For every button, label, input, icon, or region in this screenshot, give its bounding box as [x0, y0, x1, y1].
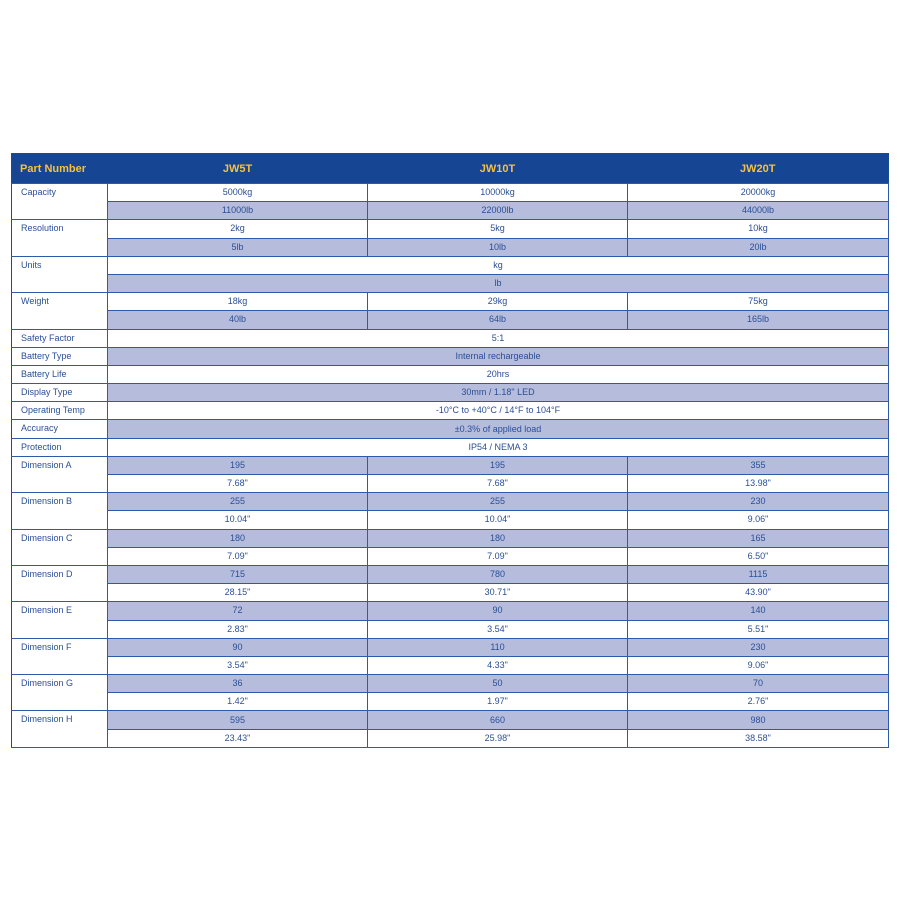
spec-value-dimension-e-model-3: 5.51": [628, 620, 889, 638]
spec-row-dimension-b-line-1: [12, 493, 889, 511]
spec-value-dimension-d-model-2: 780: [368, 565, 628, 583]
spec-value-battery-life: 20hrs: [108, 365, 889, 383]
spec-table: [11, 153, 889, 748]
spec-value-dimension-d-model-1: 28.15": [108, 584, 368, 602]
spec-row-dimension-g-line-2: [12, 693, 889, 711]
spec-label-resolution: Resolution: [12, 220, 108, 256]
spec-row-dimension-f-line-2: [12, 656, 889, 674]
header-row: [12, 154, 889, 184]
spec-value-weight-model-1: 40lb: [108, 311, 368, 329]
spec-label-battery-life: Battery Life: [12, 365, 108, 383]
spec-value-capacity-model-1: 5000kg: [108, 184, 368, 202]
spec-row-capacity-line-1: [12, 184, 889, 202]
spec-value-dimension-d-model-2: 30.71": [368, 584, 628, 602]
spec-value-dimension-b-model-1: 255: [108, 493, 368, 511]
spec-value-dimension-e-model-3: 140: [628, 602, 889, 620]
spec-label-dimension-a: Dimension A: [12, 456, 108, 492]
spec-value-dimension-d-model-3: 1115: [628, 565, 889, 583]
spec-label-battery-type: Battery Type: [12, 347, 108, 365]
spec-value-dimension-h-model-2: 25.98": [368, 729, 628, 747]
spec-value-dimension-d-model-3: 43.90": [628, 584, 889, 602]
spec-row-dimension-a-line-2: [12, 475, 889, 493]
spec-value-accuracy: ±0.3% of applied load: [108, 420, 889, 438]
spec-value-dimension-h-model-1: 595: [108, 711, 368, 729]
spec-value-operating-temp: -10°C to +40°C / 14°F to 104°F: [108, 402, 889, 420]
model-header-jw5t: JW5T: [108, 154, 368, 184]
spec-value-display-type: 30mm / 1.18" LED: [108, 384, 889, 402]
spec-value-dimension-b-model-3: 230: [628, 493, 889, 511]
spec-row-dimension-g-line-1: [12, 675, 889, 693]
spec-value-dimension-h-model-2: 660: [368, 711, 628, 729]
spec-value-weight-model-3: 165lb: [628, 311, 889, 329]
spec-value-dimension-h-model-1: 23.43": [108, 729, 368, 747]
spec-value-dimension-f-model-1: 3.54": [108, 656, 368, 674]
spec-value-dimension-b-model-2: 255: [368, 493, 628, 511]
spec-label-dimension-f: Dimension F: [12, 638, 108, 674]
spec-value-dimension-c-model-2: 7.09": [368, 547, 628, 565]
spec-label-dimension-e: Dimension E: [12, 602, 108, 638]
spec-value-dimension-a-model-2: 7.68": [368, 475, 628, 493]
spec-value-dimension-c-model-3: 165: [628, 529, 889, 547]
spec-row-display-type: [12, 384, 889, 402]
spec-row-dimension-e-line-2: [12, 620, 889, 638]
spec-value-dimension-f-model-1: 90: [108, 638, 368, 656]
spec-value-dimension-f-model-2: 4.33": [368, 656, 628, 674]
spec-label-capacity: Capacity: [12, 184, 108, 220]
model-header-jw20t: JW20T: [628, 154, 889, 184]
spec-value-battery-type: Internal rechargeable: [108, 347, 889, 365]
spec-value-dimension-a-model-3: 13.98": [628, 475, 889, 493]
spec-value-dimension-a-model-2: 195: [368, 456, 628, 474]
spec-value-dimension-f-model-2: 110: [368, 638, 628, 656]
spec-value-safety-factor: 5:1: [108, 329, 889, 347]
spec-value-resolution-model-2: 5kg: [368, 220, 628, 238]
spec-value-units: lb: [108, 274, 889, 292]
spec-row-accuracy: [12, 420, 889, 438]
spec-row-dimension-d-line-2: [12, 584, 889, 602]
spec-label-dimension-g: Dimension G: [12, 675, 108, 711]
spec-value-dimension-h-model-3: 980: [628, 711, 889, 729]
spec-value-dimension-b-model-1: 10.04": [108, 511, 368, 529]
spec-value-dimension-f-model-3: 9.06": [628, 656, 889, 674]
spec-value-capacity-model-2: 22000lb: [368, 202, 628, 220]
model-header-jw10t: JW10T: [368, 154, 628, 184]
spec-value-weight-model-2: 29kg: [368, 293, 628, 311]
spec-row-dimension-e-line-1: [12, 602, 889, 620]
spec-row-dimension-c-line-1: [12, 529, 889, 547]
spec-value-dimension-g-model-3: 2.76": [628, 693, 889, 711]
spec-value-capacity-model-2: 10000kg: [368, 184, 628, 202]
spec-value-dimension-h-model-3: 38.58": [628, 729, 889, 747]
spec-value-capacity-model-3: 44000lb: [628, 202, 889, 220]
spec-label-dimension-c: Dimension C: [12, 529, 108, 565]
spec-value-dimension-d-model-1: 715: [108, 565, 368, 583]
spec-value-dimension-c-model-2: 180: [368, 529, 628, 547]
spec-value-dimension-c-model-1: 7.09": [108, 547, 368, 565]
spec-value-dimension-g-model-1: 1.42": [108, 693, 368, 711]
spec-label-dimension-b: Dimension B: [12, 493, 108, 529]
spec-row-dimension-h-line-2: [12, 729, 889, 747]
spec-value-capacity-model-1: 11000lb: [108, 202, 368, 220]
part-number-header: Part Number: [12, 154, 108, 184]
spec-label-protection: Protection: [12, 438, 108, 456]
spec-value-resolution-model-1: 5lb: [108, 238, 368, 256]
spec-value-dimension-g-model-3: 70: [628, 675, 889, 693]
spec-value-dimension-e-model-1: 72: [108, 602, 368, 620]
spec-value-resolution-model-1: 2kg: [108, 220, 368, 238]
spec-value-dimension-a-model-3: 355: [628, 456, 889, 474]
spec-row-dimension-d-line-1: [12, 565, 889, 583]
spec-value-dimension-b-model-2: 10.04": [368, 511, 628, 529]
spec-row-capacity-line-2: [12, 202, 889, 220]
spec-row-units-line-2: [12, 274, 889, 292]
spec-value-dimension-e-model-1: 2.83": [108, 620, 368, 638]
spec-value-resolution-model-3: 20lb: [628, 238, 889, 256]
spec-row-resolution-line-2: [12, 238, 889, 256]
spec-label-operating-temp: Operating Temp: [12, 402, 108, 420]
spec-value-dimension-g-model-2: 50: [368, 675, 628, 693]
spec-row-units-line-1: [12, 256, 889, 274]
spec-value-capacity-model-3: 20000kg: [628, 184, 889, 202]
spec-value-dimension-b-model-3: 9.06": [628, 511, 889, 529]
spec-row-weight-line-2: [12, 311, 889, 329]
spec-row-operating-temp: [12, 402, 889, 420]
spec-value-dimension-e-model-2: 3.54": [368, 620, 628, 638]
spec-row-dimension-c-line-2: [12, 547, 889, 565]
spec-label-accuracy: Accuracy: [12, 420, 108, 438]
spec-value-dimension-g-model-2: 1.97": [368, 693, 628, 711]
spec-table-body: [12, 184, 889, 748]
spec-value-resolution-model-3: 10kg: [628, 220, 889, 238]
spec-row-protection: [12, 438, 889, 456]
spec-value-weight-model-2: 64lb: [368, 311, 628, 329]
spec-row-battery-type: [12, 347, 889, 365]
spec-value-resolution-model-2: 10lb: [368, 238, 628, 256]
spec-table-header: [12, 154, 889, 184]
spec-value-dimension-e-model-2: 90: [368, 602, 628, 620]
spec-value-protection: IP54 / NEMA 3: [108, 438, 889, 456]
spec-row-resolution-line-1: [12, 220, 889, 238]
spec-value-dimension-c-model-1: 180: [108, 529, 368, 547]
spec-row-dimension-a-line-1: [12, 456, 889, 474]
spec-row-battery-life: [12, 365, 889, 383]
spec-value-dimension-a-model-1: 195: [108, 456, 368, 474]
spec-row-safety-factor: [12, 329, 889, 347]
spec-label-dimension-d: Dimension D: [12, 565, 108, 601]
spec-value-dimension-g-model-1: 36: [108, 675, 368, 693]
spec-row-dimension-f-line-1: [12, 638, 889, 656]
spec-value-dimension-f-model-3: 230: [628, 638, 889, 656]
spec-value-dimension-c-model-3: 6.50": [628, 547, 889, 565]
spec-row-dimension-h-line-1: [12, 711, 889, 729]
spec-label-display-type: Display Type: [12, 384, 108, 402]
spec-label-dimension-h: Dimension H: [12, 711, 108, 747]
spec-row-dimension-b-line-2: [12, 511, 889, 529]
spec-row-weight-line-1: [12, 293, 889, 311]
spec-value-weight-model-3: 75kg: [628, 293, 889, 311]
spec-label-safety-factor: Safety Factor: [12, 329, 108, 347]
spec-value-dimension-a-model-1: 7.68": [108, 475, 368, 493]
spec-value-weight-model-1: 18kg: [108, 293, 368, 311]
spec-label-units: Units: [12, 256, 108, 292]
spec-label-weight: Weight: [12, 293, 108, 329]
spec-value-units: kg: [108, 256, 889, 274]
